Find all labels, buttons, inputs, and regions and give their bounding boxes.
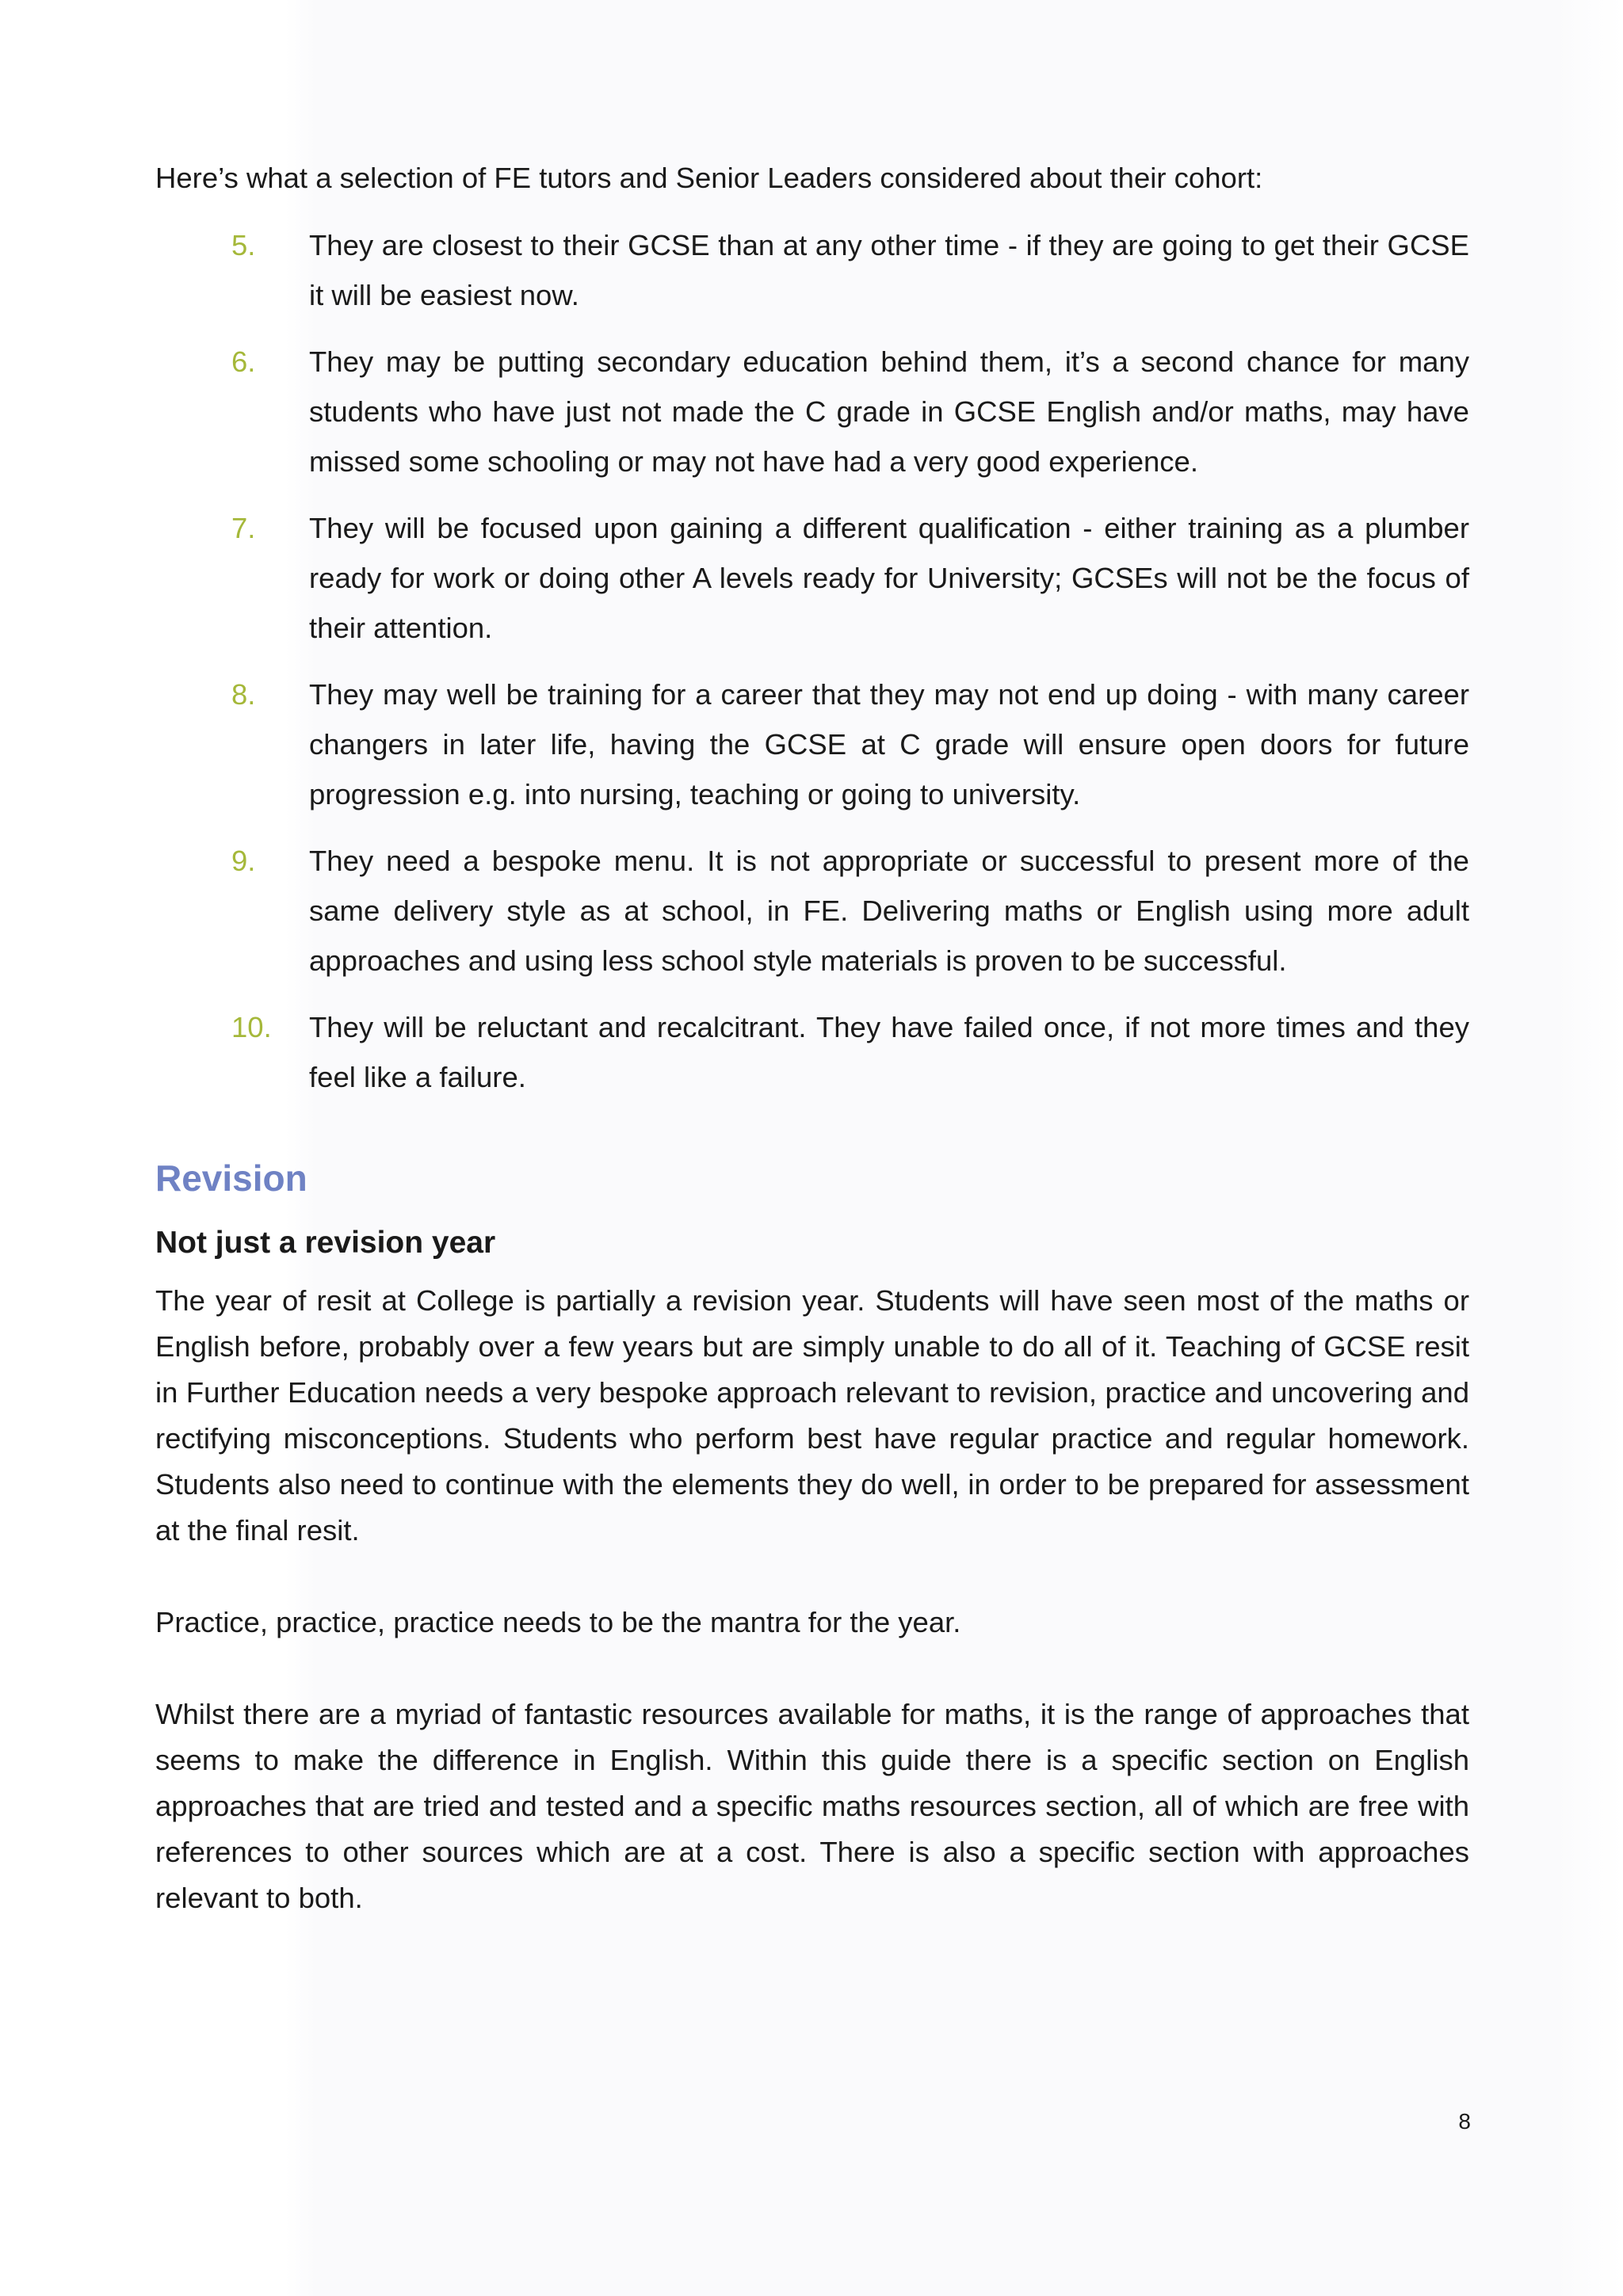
section-heading: Revision: [155, 1158, 307, 1199]
list-item-number: 9.: [231, 845, 256, 877]
intro-text: Here’s what a selection of FE tutors and Senior Leaders considered about their cohort:: [155, 162, 1263, 194]
page-number: 8: [1458, 2109, 1471, 2134]
list-item-number: 5.: [231, 229, 256, 261]
list-item: [155, 503, 1469, 653]
body-paragraph: Whilst there are a myriad of fantastic resources available for maths, it is the range of approaches that seems to make the difference in English. Within this guide there is a specific section on English approaches that are tried and tested and a specific maths resources section, all of which are free with references to other sources which are at a cost. There is also a specific section with approaches relevant to both.: [155, 1698, 1469, 1914]
list-item-text: They will be focused upon gaining a different qualification - either training as a plumber ready for work or doing other A levels ready for University; GCSEs will not be the focus of their attention.: [309, 512, 1469, 644]
list-item-number: 6.: [231, 345, 256, 378]
list-item-number: 10.: [231, 1011, 272, 1043]
list-item: [155, 337, 1469, 486]
body-paragraph: The year of resit at College is partially a revision year. Students will have seen most of the maths or English before, probably over a few years but are simply unable to do all of it. Teaching of GCSE resit in Further Education needs a very bespoke approach relevant to revision, practice and uncovering and rectifying misconceptions. Students who perform best have regular practice and regular homework. Students also need to continue with the elements they do well, in order to be prepared for assessment at the final resit.: [155, 1284, 1469, 1547]
list-item-text: They need a bespoke menu. It is not appropriate or successful to present more of the same delivery style as at school, in FE. Delivering maths or English using more adult approaches and using less school style materials is proven to be successful.: [309, 845, 1469, 977]
list-item-number: 7.: [231, 512, 256, 544]
list-item-text: They will be reluctant and recalcitrant. They have failed once, if not more times and they feel like a failure.: [309, 1011, 1469, 1093]
body-paragraph: Practice, practice, practice needs to be the mantra for the year.: [155, 1606, 961, 1638]
section-subheading: Not just a revision year: [155, 1226, 496, 1260]
cohort-list: [155, 220, 1469, 1102]
list-item-number: 8.: [231, 678, 256, 711]
list-item-text: They may well be training for a career that they may not end up doing - with many career changers in later life, having the GCSE at C grade will ensure open doors for future progression e.g. into nursing, teaching or going to university.: [309, 678, 1469, 810]
list-item: [155, 669, 1469, 819]
list-item-text: They may be putting secondary education behind them, it’s a second chance for many students who have just not made the C grade in GCSE English and/or maths, may have missed some schooling or may not have had a very good experience.: [309, 345, 1469, 478]
list-item-text: They are closest to their GCSE than at any other time - if they are going to get their GCSE it will be easiest now.: [309, 229, 1469, 311]
list-item: [155, 220, 1469, 320]
page-content: [155, 155, 1469, 1921]
list-item: [155, 1002, 1469, 1102]
list-item: [155, 836, 1469, 986]
